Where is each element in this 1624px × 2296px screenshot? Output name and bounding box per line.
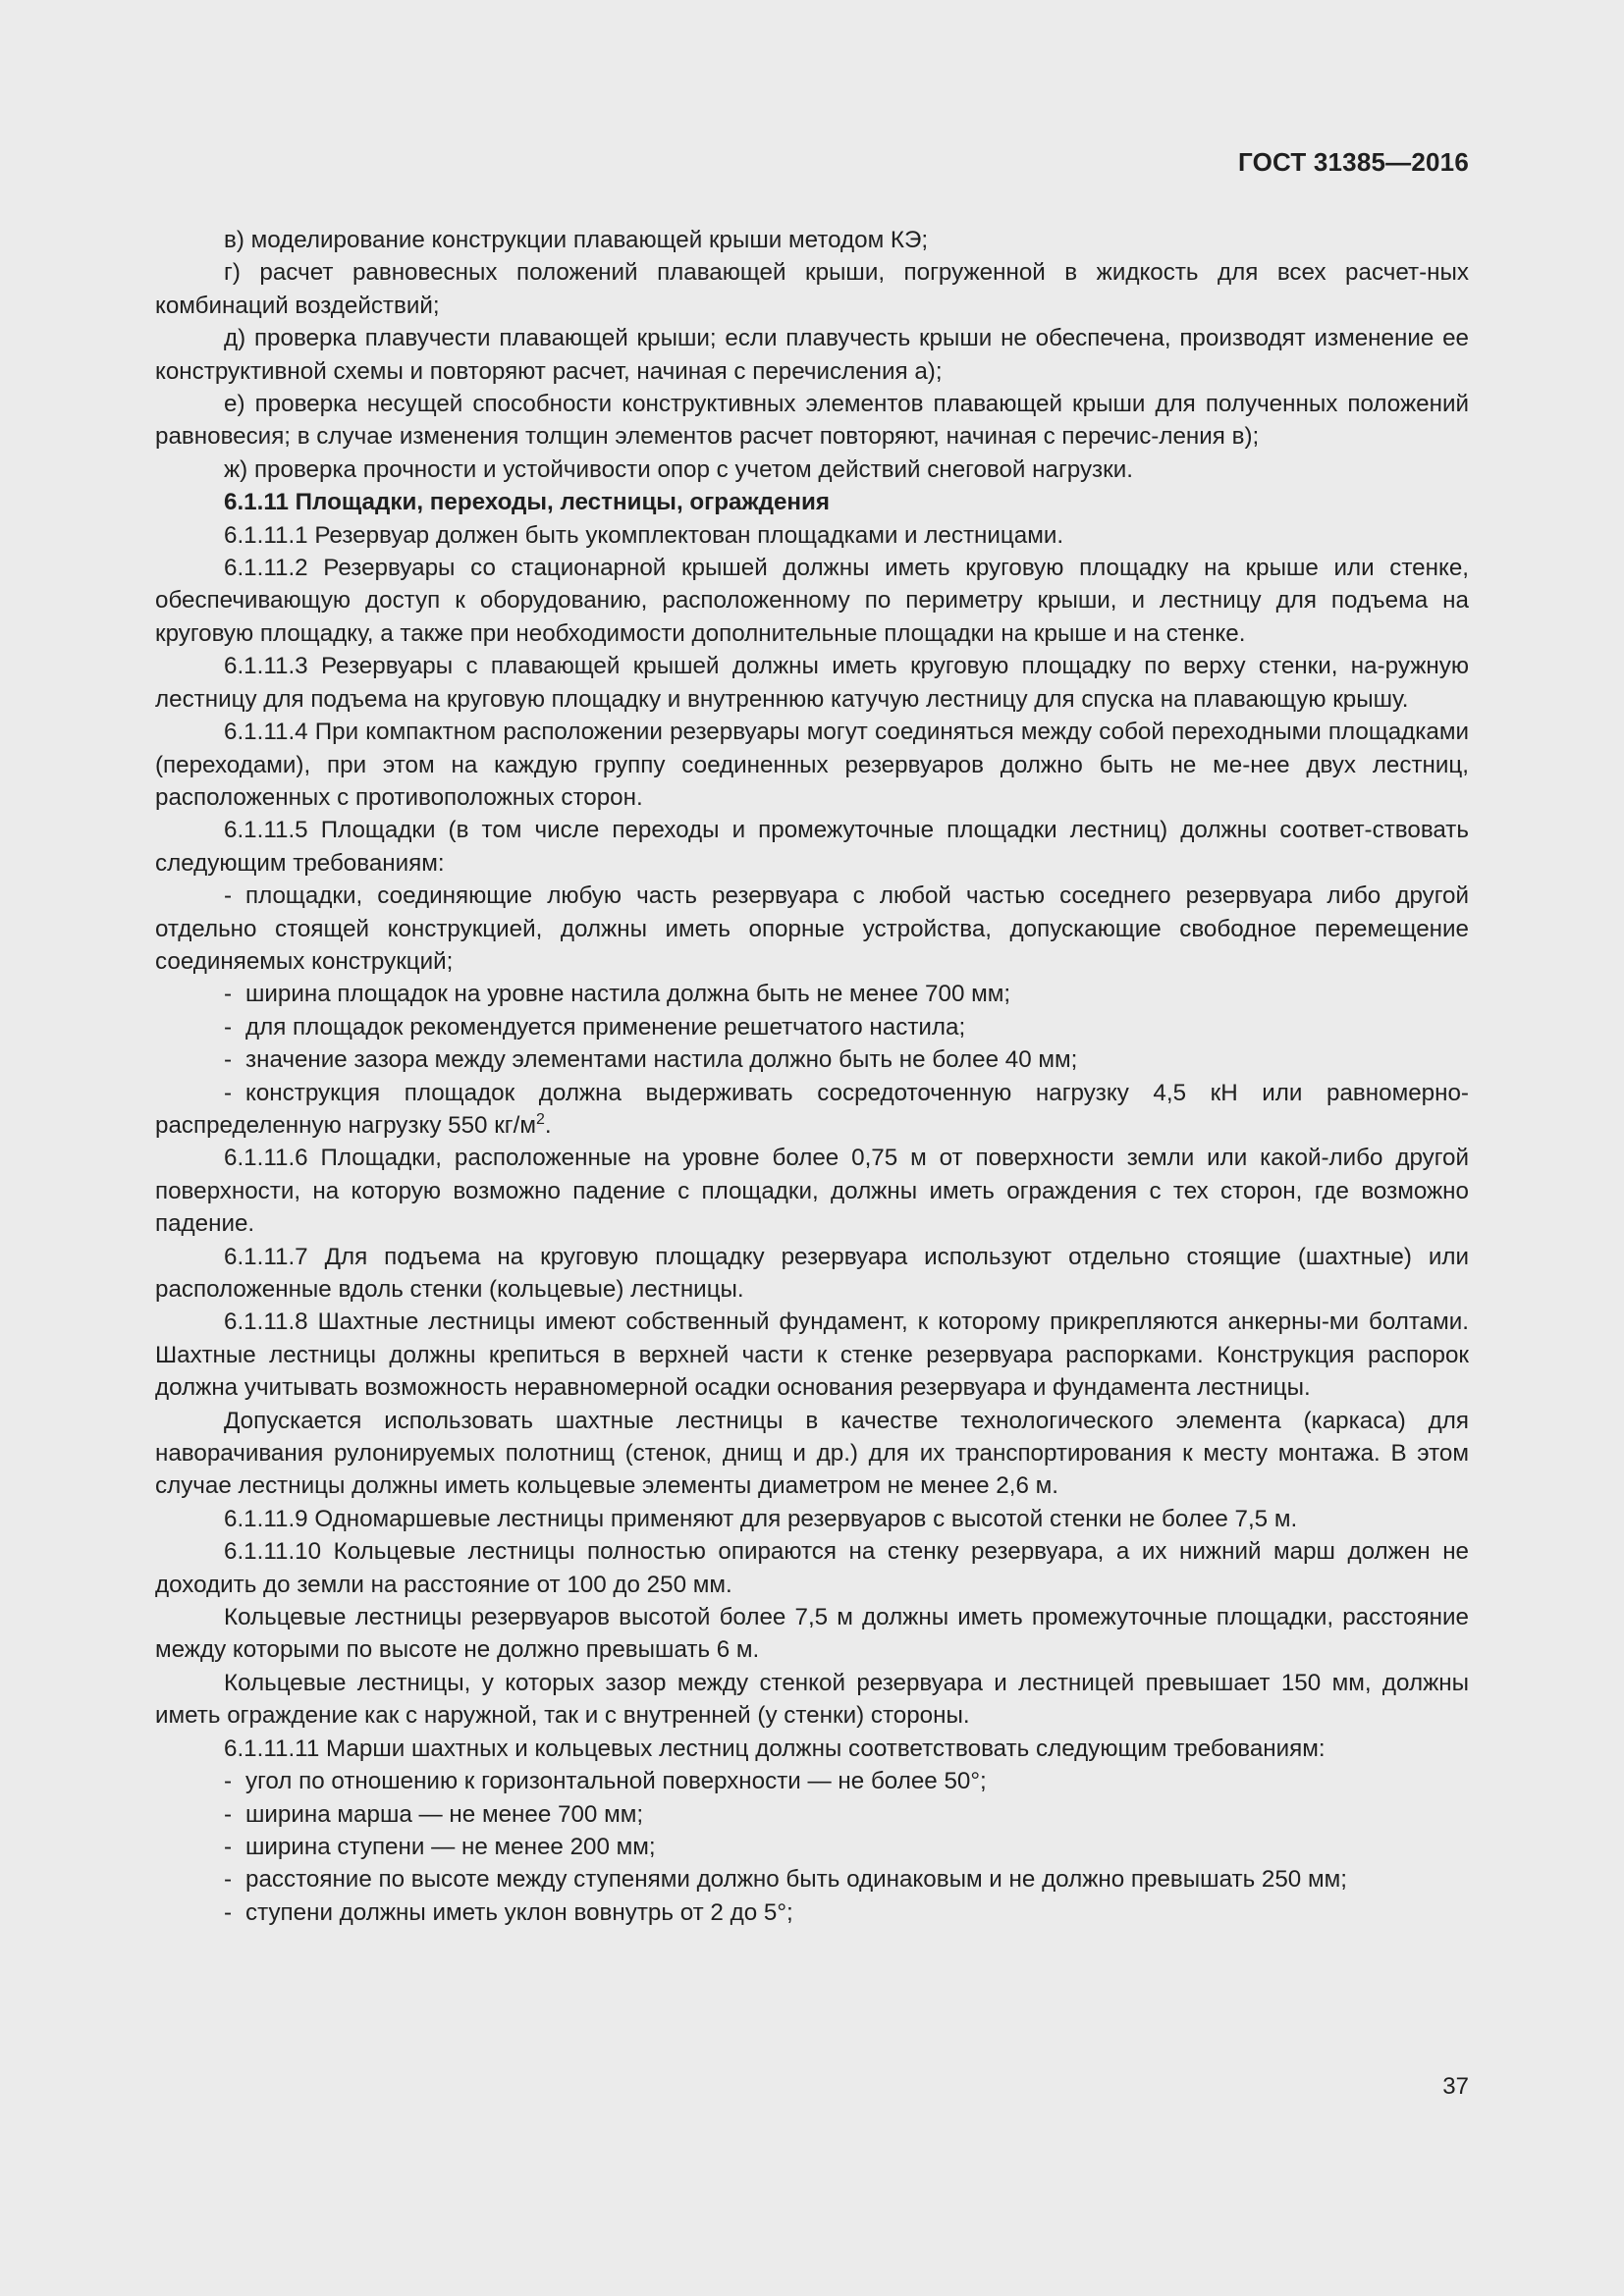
paragraph: Кольцевые лестницы резервуаров высотой более 7,5 м должны иметь промежуточные площадки, расстояние между которыми по высоте не должно превышать 6 м. [155,1604,1469,1664]
paragraph: 6.1.11.7 Для подъема на круговую площадку резервуара используют отдельно стоящие (шахтные) или расположенные вдоль стенки (кольцевые) лестницы. [155,1243,1469,1303]
list-item-text: ширина ступени — не менее 200 мм; [245,1833,656,1860]
list-dash: - [224,981,233,1008]
list-item [155,978,1469,1010]
list-dash: - [224,1079,233,1106]
list-item-end: . [544,1111,552,1139]
paragraph: Допускается использовать шахтные лестницы в качестве технологического элемента (каркаса) для наворачивания рулонируемых полотнищ (стенок, днищ и др.) для их транспортирования к месту монтажа. В этом случае лестницы должны иметь кольцевые элементы диаметром не менее 2,6 м. [155,1407,1469,1500]
list-item-text: конструкция площадок должна выдерживать сосредоточенную нагрузку 4,5 кН или равномерно-распределенную нагрузку 550 кг/м [155,1079,1469,1139]
list-item-text: для площадок рекомендуется применение решетчатого настила; [245,1013,966,1041]
paragraph: 6.1.11.8 Шахтные лестницы имеют собственный фундамент, к которому прикрепляются анкерны-ми болтами. Шахтные лестницы должны крепиться в верхней части к стенке резервуара распорками. Конструкция распорок должна учитывать возможность неравномерной осадки основания резервуара и фундамента лестницы. [155,1308,1469,1402]
list-dash: - [224,1866,233,1894]
list-item [155,1043,1469,1076]
section-heading: 6.1.11 Площадки, переходы, лестницы, ограждения [224,489,831,516]
paragraph: г) расчет равновесных положений плавающей крыши, погруженной в жидкость для всех расчет-ных комбинаций воздействий; [155,259,1469,319]
paragraph: 6.1.11.5 Площадки (в том числе переходы и промежуточные площадки лестниц) должны соответ-ствовать следующим требованиям: [155,817,1469,877]
list-dash: - [224,1768,233,1795]
list-item [155,1896,1469,1929]
paragraph: Кольцевые лестницы, у которых зазор между стенкой резервуара и лестницей превышает 150 мм, должны иметь ограждение как с наружной, так и с внутренней (у стенки) стороны. [155,1669,1469,1730]
list-item-text: угол по отношению к горизонтальной поверхности — не более 50°; [245,1768,987,1795]
document-body [155,224,1469,1929]
list-item-text: ширина площадок на уровне настила должна быть не менее 700 мм; [245,981,1011,1008]
list-item-text: ширина марша — не менее 700 мм; [245,1800,644,1828]
paragraph: д) проверка плавучести плавающей крыши; если плавучесть крыши не обеспечена, производят изменение ее конструктивной схемы и повторяют расчет, начиная с перечисления а); [155,325,1469,385]
list-item [155,1011,1469,1043]
list-item [155,1863,1469,1896]
paragraph: 6.1.11.4 При компактном расположении резервуары могут соединяться между собой переходными площадками (переходами), при этом на каждую группу соединенных резервуаров должно быть не ме-нее двух лестниц, расположенных с противоположных сторон. [155,719,1469,811]
paragraph: в) моделирование конструкции плавающей крыши методом КЭ; [224,227,929,253]
paragraph: 6.1.11.10 Кольцевые лестницы полностью опираются на стенку резервуара, а их нижний марш должен не доходить до земли на расстояние от 100 до 250 мм. [155,1538,1469,1598]
list-dash: - [224,1833,233,1860]
paragraph: 6.1.11.3 Резервуары с плавающей крышей должны иметь круговую площадку по верху стенки, на-ружную лестницу для подъема на круговую площадку и внутреннюю катучую лестницу для спуска на плавающую крышу. [155,653,1469,713]
list-dash: - [224,1046,233,1074]
list-dash: - [224,1898,233,1926]
list-item [155,1798,1469,1831]
list-dash: - [224,1013,233,1041]
paragraph: е) проверка несущей способности конструктивных элементов плавающей крыши для полученных положений равновесия; в случае изменения толщин элементов расчет повторяют, начиная с перечис-ления в); [155,391,1469,451]
paragraph: 6.1.11.6 Площадки, расположенные на уровне более 0,75 м от поверхности земли или какой-либо другой поверхности, на которую возможно падение с площадки, должны иметь ограждения с тех сторон, где возможно падение. [155,1145,1469,1238]
paragraph: 6.1.11.11 Марши шахтных и кольцевых лестниц должны соответствовать следующим требованиям: [224,1735,1326,1762]
paragraph: ж) проверка прочности и устойчивости опор с учетом действий снеговой нагрузки. [224,455,1133,483]
list-item-text: ступени должны иметь уклон вовнутрь от 2 до 5°; [245,1898,793,1926]
paragraph: 6.1.11.9 Одномаршевые лестницы применяют для резервуаров с высотой стенки не более 7,5 м. [224,1505,1298,1532]
list-item-text: площадки, соединяющие любую часть резервуара с любой частью соседнего резервуара либо другой отдельно стоящей конструкцией, должны иметь опорные устройства, допускающие свободное перемещение соединяемых конструкций; [155,882,1469,975]
list-dash: - [224,882,233,910]
superscript: 2 [535,1110,545,1128]
document-header: ГОСТ 31385—2016 [1238,147,1469,177]
list-dash: - [224,1800,233,1828]
list-item-text: расстояние по высоте между ступенями должно быть одинаковым и не должно превышать 250 мм; [245,1866,1347,1894]
list-item-text: значение зазора между элементами настила должно быть не более 40 мм; [245,1046,1078,1074]
list-item [155,1765,1469,1797]
list-item [155,880,1469,978]
list-item [155,1831,1469,1863]
paragraph: 6.1.11.2 Резервуары со стационарной крышей должны иметь круговую площадку на крыше или стенке, обеспечивающую доступ к оборудованию, расположенному по периметру крыши, и лестницу для подъема на круговую площадку, а также при необходимости дополнительные площадки на крыше и на стенке. [155,555,1469,647]
list-item [155,1077,1469,1143]
paragraph: 6.1.11.1 Резервуар должен быть укомплектован площадками и лестницами. [224,521,1064,549]
page-number: 37 [1442,2073,1469,2100]
